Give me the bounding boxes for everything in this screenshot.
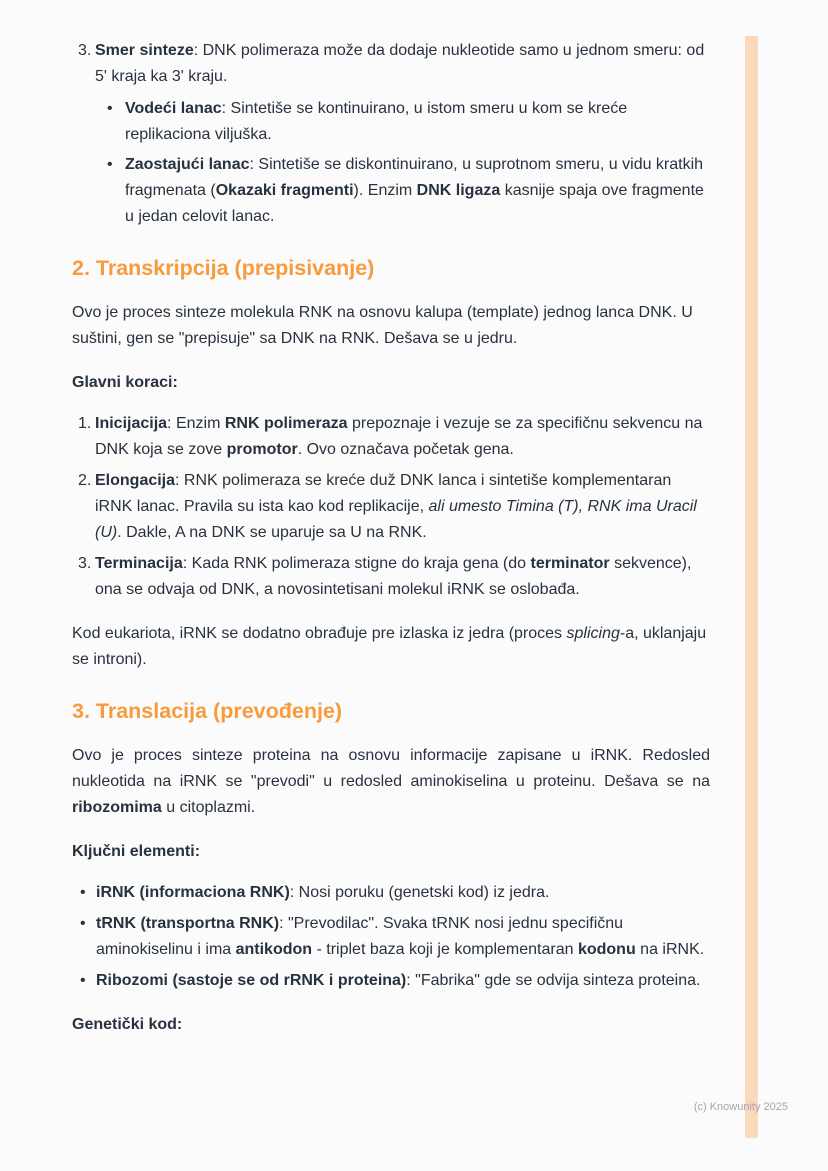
copyright-watermark: (c) Knowunity 2025 <box>693 1101 788 1113</box>
list-item-text: Smer sinteze: DNK polimeraza može da dodaje nukleotide samo u jednom smeru: od 5' kraja ka 3' kraju. <box>95 42 705 85</box>
list-item-text: Zaostajući lanac: Sintetiše se diskontinuirano, u suprotnom smeru, u vidu kratkih fragmenata (Okazaki fragmenti). Enzim DNK ligaza kasnije spaja ove fragmente u jedan celovit lanac. <box>125 156 704 225</box>
list-item-text: Inicijacija: Enzim RNK polimeraza prepoznaje i vezuje se za specifičnu sekvencu na DNK koja se zove promotor. Ovo označava početak gena. <box>95 415 703 458</box>
document-content <box>72 38 710 1038</box>
list-item-text: tRNK (transportna RNK): "Prevodilac". Svaka tRNK nosi jednu specifičnu aminokiselinu i ima antikodon - triplet baza koji je komplementaran kodonu na iRNK. <box>96 915 705 958</box>
list-item <box>72 38 710 90</box>
list-item-text: Elongacija: RNK polimeraza se kreće duž DNK lanca i sintetiše komplementaran iRNK lanac. Pravila su ista kao kod replikacije, ali umesto Timina (T), RNK ima Uracil (U). Dakle, A na DNK se uparuje sa U na RNK. <box>95 472 697 541</box>
transcription-steps-label: Glavni koraci: <box>72 374 178 391</box>
genetic-code-label: Genetički kod: <box>72 1016 183 1033</box>
bullet-icon: • <box>80 915 86 932</box>
decorative-stripe <box>745 36 758 1138</box>
bullet-icon: • <box>80 884 86 901</box>
list-item <box>72 551 710 603</box>
list-item-text: Vodeći lanac: Sintetiše se kontinuirano, u istom smeru u kom se kreće replikaciona viljuška. <box>125 100 628 143</box>
list-item <box>107 96 710 148</box>
list-item <box>72 968 710 994</box>
list-marker: 2. <box>78 472 92 489</box>
transcription-steps-list <box>72 411 710 603</box>
list-item <box>107 152 710 230</box>
translation-intro-paragraph: Ovo je proces sinteze proteina na osnovu informacije zapisane u iRNK. Redosled nukleotida na iRNK se "prevodi" u redosled aminokiselina u proteinu. Dešava se na ribozomima u citoplazmi. <box>72 747 710 816</box>
list-item <box>72 468 710 546</box>
list-marker: 3. <box>78 555 92 572</box>
replication-sublist <box>107 96 710 230</box>
list-item-text: Ribozomi (sastoje se od rRNK i proteina): "Fabrika" gde se odvija sinteza proteina. <box>96 972 701 989</box>
bullet-icon: • <box>80 972 86 989</box>
list-item-text: Terminacija: Kada RNK polimeraza stigne do kraja gena (do terminator sekvence), ona se odvaja od DNK, a novosintetisani molekul iRNK se oslobađa. <box>95 555 692 598</box>
list-item <box>72 411 710 463</box>
list-item <box>72 911 710 963</box>
list-item <box>72 880 710 906</box>
translation-elements-label: Ključni elementi: <box>72 843 201 860</box>
bullet-icon: • <box>107 100 113 117</box>
section-heading-translation: 3. Translacija (prevođenje) <box>72 699 343 723</box>
bullet-icon: • <box>107 156 113 173</box>
translation-elements-list <box>72 880 710 994</box>
section-heading-transcription: 2. Transkripcija (prepisivanje) <box>72 256 375 280</box>
transcription-note-paragraph: Kod eukariota, iRNK se dodatno obrađuje pre izlaska iz jedra (proces splicing-a, uklanjaju se introni). <box>72 625 707 668</box>
replication-list <box>72 38 710 230</box>
list-item-text: iRNK (informaciona RNK): Nosi poruku (genetski kod) iz jedra. <box>96 884 550 901</box>
list-marker: 1. <box>78 415 92 432</box>
transcription-intro-paragraph: Ovo je proces sinteze molekula RNK na osnovu kalupa (template) jednog lanca DNK. U suštini, gen se "prepisuje" sa DNK na RNK. Dešava se u jedru. <box>72 304 693 347</box>
list-marker: 3. <box>78 42 92 59</box>
